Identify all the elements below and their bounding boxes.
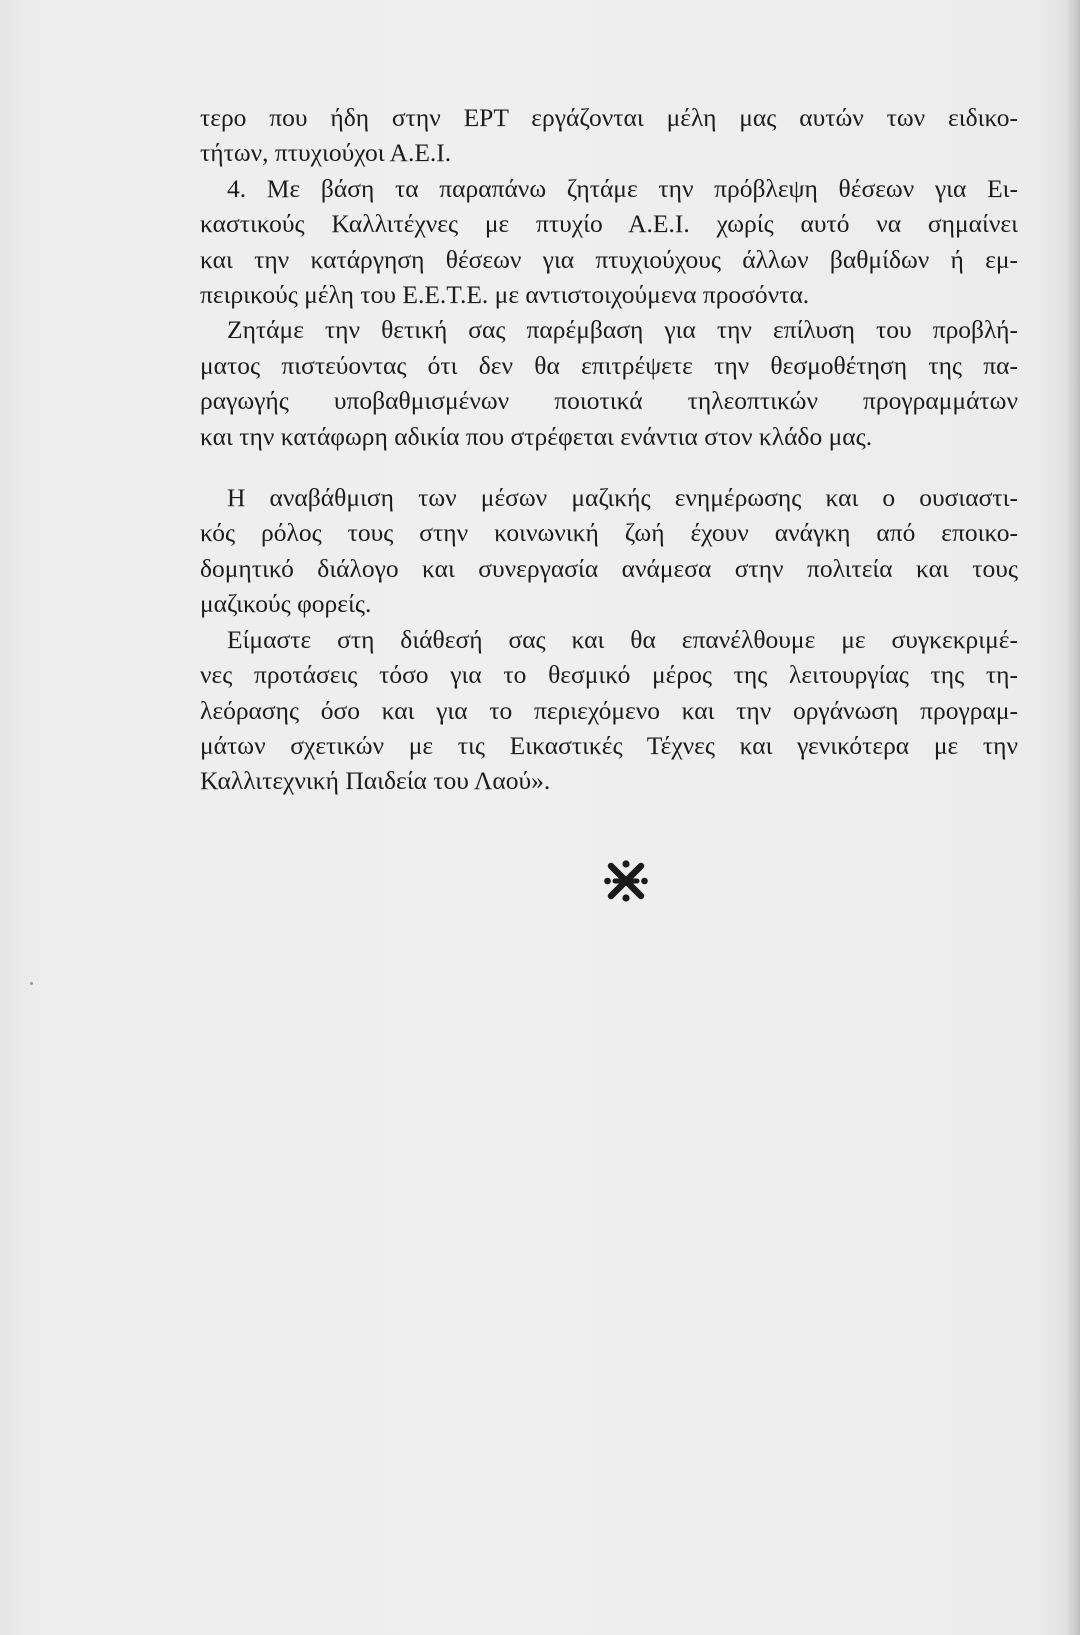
- paragraph-1: [200, 100, 1018, 171]
- text-line: ραγωγής υποβαθμισμένων ποιοτικά τηλεοπτικών προγραμμάτων: [200, 386, 1018, 416]
- text-line: καστικούς Καλλιτέχνες με πτυχίο Α.Ε.Ι. χωρίς αυτό να σημαίνει: [200, 209, 1018, 239]
- text-line: Ζητάμε την θετική σας παρέμβαση για την επίλυση του προβλή-: [227, 315, 1018, 345]
- text-line: μάτων σχετικών με τις Εικαστικές Τέχνες και γενικότερα με την: [200, 730, 1018, 760]
- paragraph-spacer: [200, 454, 1018, 480]
- paragraph-2: [200, 171, 1018, 313]
- text-line: τήτων, πτυχιούχοι Α.Ε.Ι.: [200, 138, 452, 168]
- text-line: Είμαστε στη διάθεσή σας και θα επανέλθουμε με συγκεκριμέ-: [227, 624, 1018, 654]
- text-line: ματος πιστεύοντας ότι δεν θα επιτρέψετε την θεσμοθέτηση της πα-: [200, 350, 1018, 380]
- text-line: και την κατάργηση θέσεων για πτυχιούχους άλλων βαθμίδων ή εμ-: [200, 244, 1018, 274]
- asterisk-ornament-icon: [603, 858, 649, 904]
- text-line: νες προτάσεις τόσο για το θεσμικό μέρος της λειτουργίας της τη-: [200, 660, 1018, 690]
- text-line: πειρικούς μέλη του Ε.Ε.Τ.Ε. με αντιστοιχούμενα προσόντα.: [200, 280, 810, 310]
- text-line: Η αναβάθμιση των μέσων μαζικής ενημέρωσης και ο ουσιαστι-: [227, 483, 1018, 513]
- body-text: [200, 100, 1018, 799]
- text-line: κός ρόλος τους στην κοινωνική ζωή έχουν ανάγκη από εποικο-: [200, 518, 1018, 548]
- paragraph-3: [200, 312, 1018, 454]
- text-line: τερο που ήδη στην ΕΡΤ εργάζονται μέλη μας αυτών των ειδικο-: [200, 103, 1018, 132]
- paragraph-5: [200, 622, 1018, 799]
- text-line: και την κατάφωρη αδικία που στρέφεται ενάντια στον κλάδο μας.: [200, 421, 873, 451]
- page-edge-shadow: [1066, 0, 1080, 1635]
- text-line: 4. Με βάση τα παραπάνω ζητάμε την πρόβλεψη θέσεων για Ει-: [227, 173, 1018, 203]
- text-line: δομητικό διάλογο και συνεργασία ανάμεσα στην πολιτεία και τους: [200, 553, 1018, 583]
- text-line: Καλλιτεχνική Παιδεία του Λαού».: [200, 766, 551, 796]
- text-line: μαζικούς φορείς.: [200, 589, 372, 619]
- text-line: λεόρασης όσο και για το περιεχόμενο και την οργάνωση προγραμ-: [200, 695, 1018, 725]
- paper-speck: [30, 982, 33, 985]
- paragraph-4: [200, 480, 1018, 622]
